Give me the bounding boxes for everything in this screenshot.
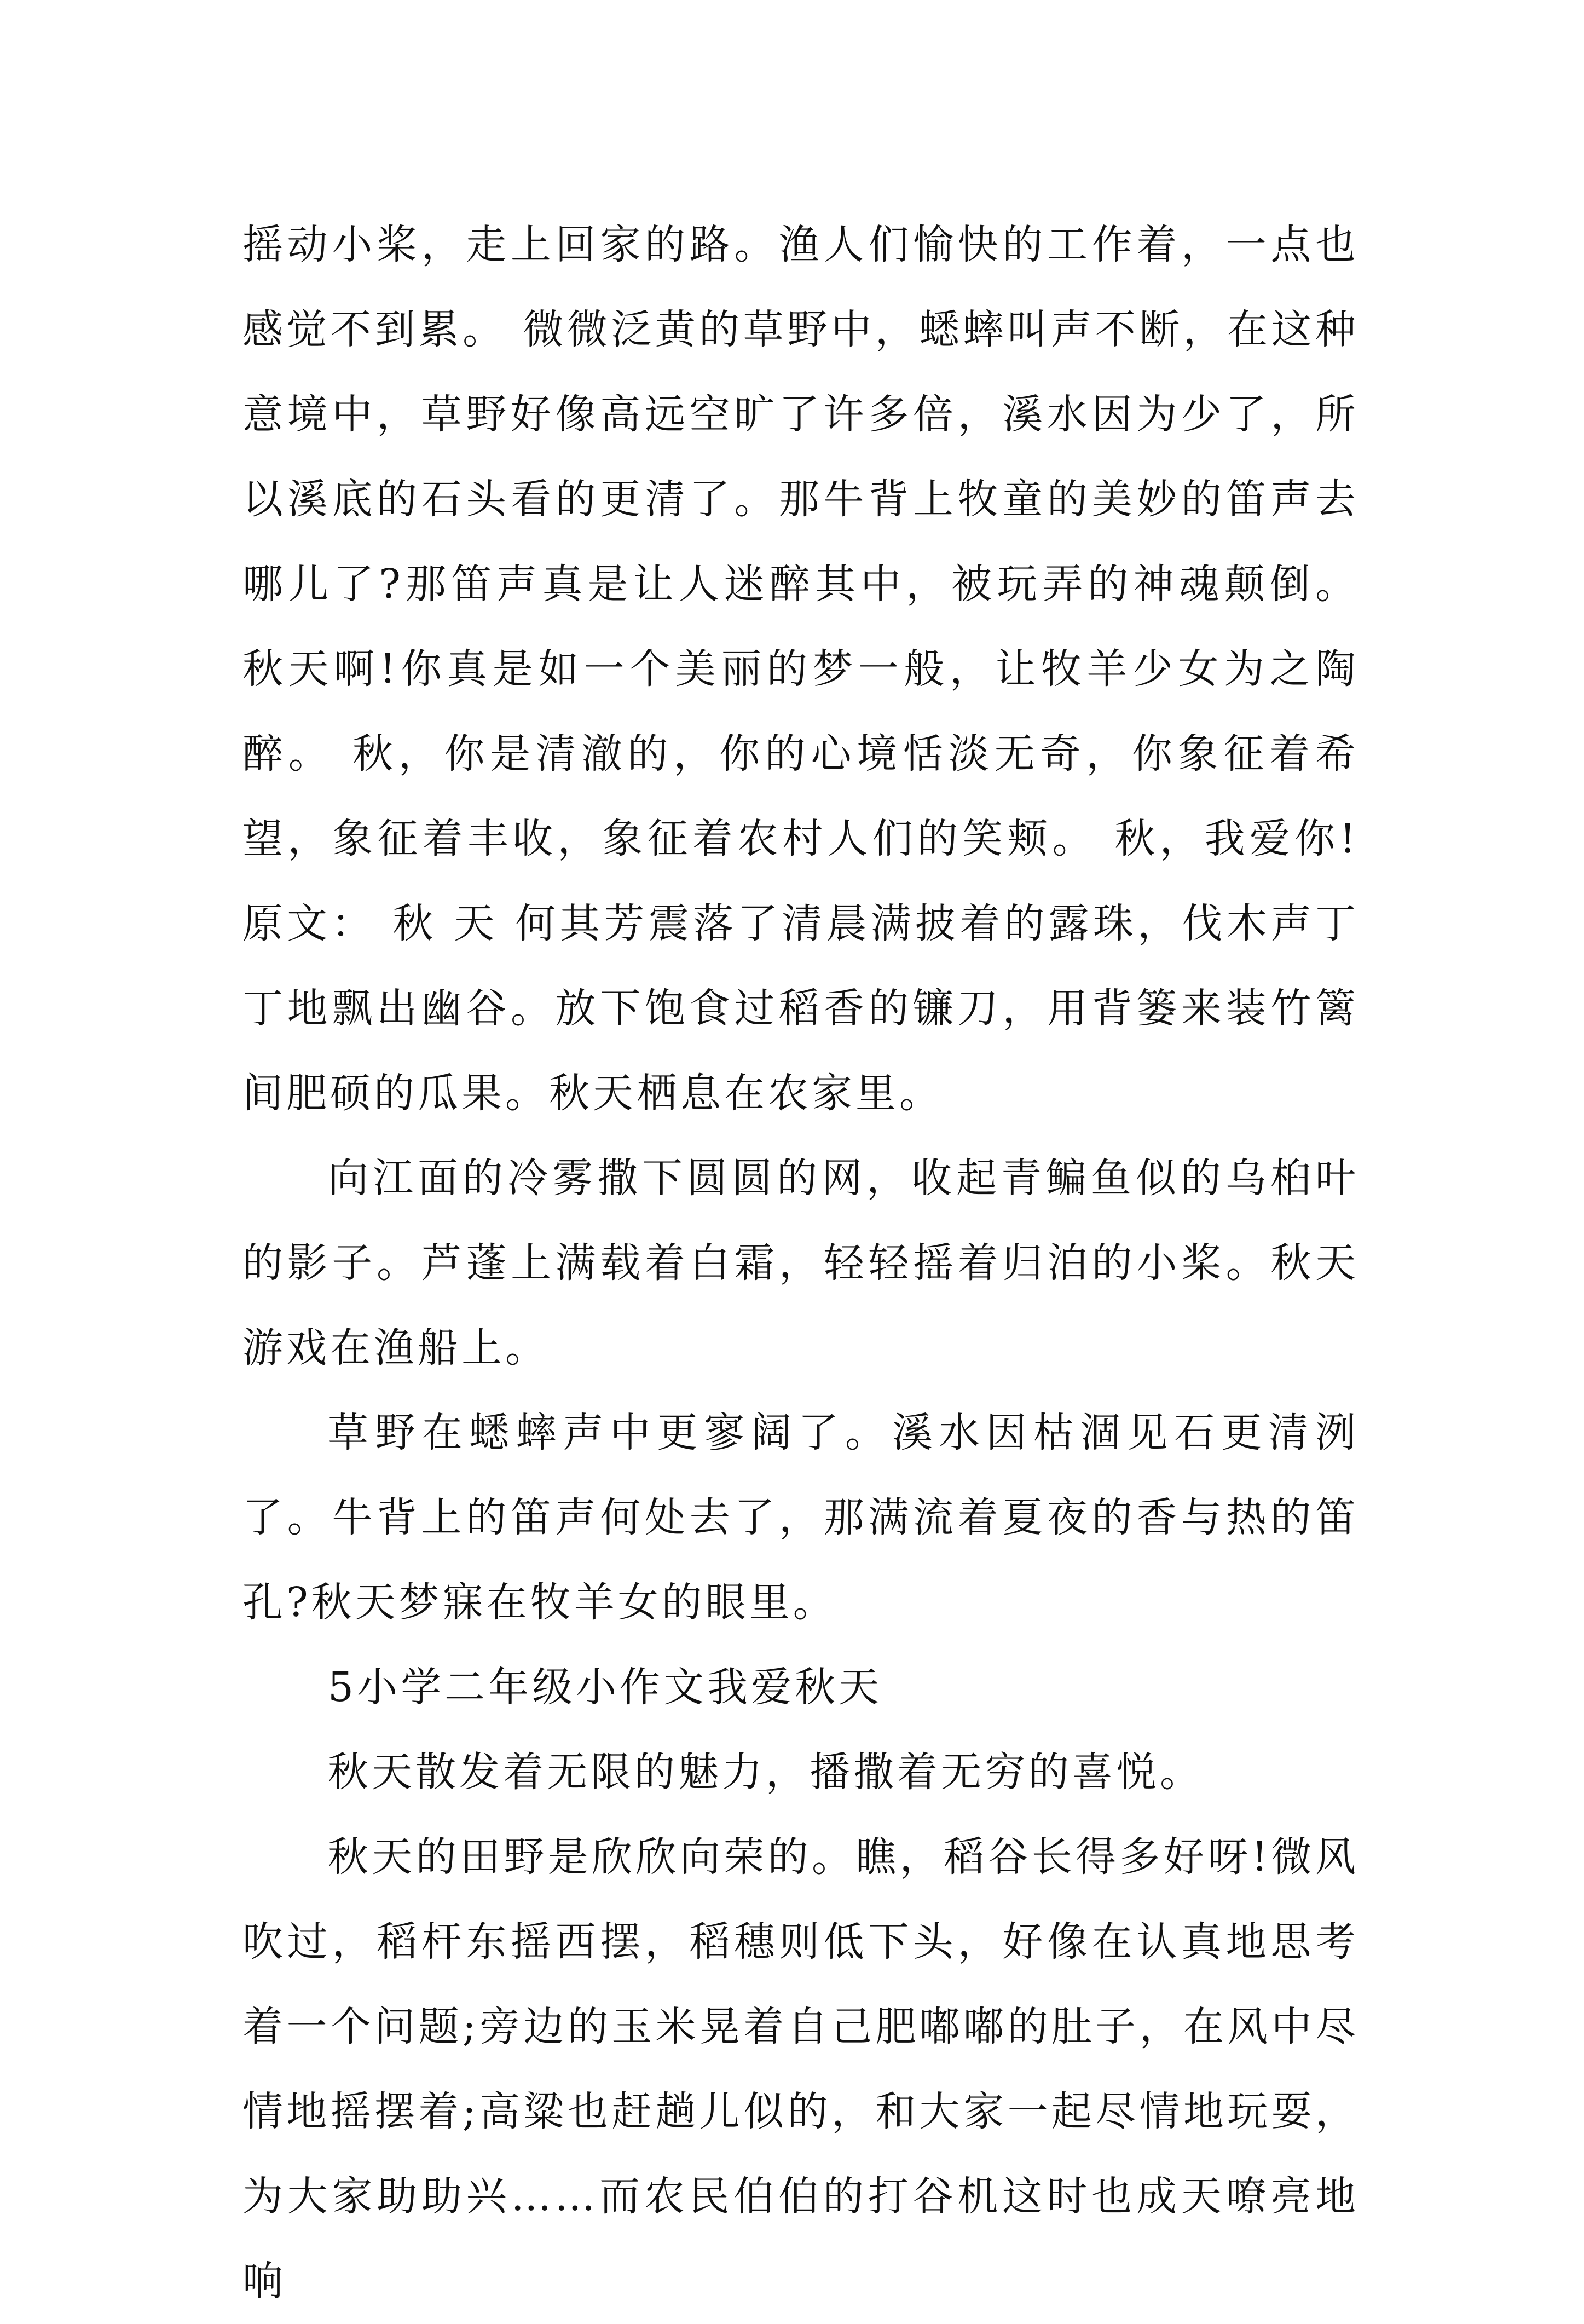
paragraph-4: 秋天散发着无限的魅力，播撒着无穷的喜悦。 xyxy=(328,1749,1204,1796)
paragraph-3: 草野在蟋蟀声中更寥阔了。溪水因枯涸见石更清洌了。牛背上的笛声何处去了，那满流着夏夜的香与热的笛孔?秋天梦寐在牧羊女的眼里。 xyxy=(242,1409,1359,1626)
section-heading: 5小学二年级小作文我爱秋天 xyxy=(328,1664,883,1711)
paragraph-5: 秋天的田野是欣欣向荣的。瞧，稻谷长得多好呀!微风吹过，稻杆东摇西摆，稻穗则低下头，好像在认真地思考着一个问题;旁边的玉米晃着自己肥嘟嘟的肚子，在风中尽情地摇摆着;高粱也赶趟儿似的，和大家一起尽情地玩耍，为大家助助兴……而农民伯伯的打谷机这时也成天嘹亮地响 xyxy=(242,1833,1359,2305)
paragraph-1: 摇动小桨，走上回家的路。渔人们愉快的工作着，一点也感觉不到累。 微微泛黄的草野中，蟋蟀叫声不断，在这种意境中，草野好像高远空旷了许多倍，溪水因为少了，所以溪底的石头看的更清了。那牛背上牧童的美妙的笛声去哪儿了?那笛声真是让人迷醉其中，被玩弄的神魂颠倒。秋天啊!你真是如一个美丽的梦一般，让牧羊少女为之陶醉。 秋，你是清澈的，你的心境恬淡无奇，你象征着希望，象征着丰收，象征着农村人们的笑颊。 秋，我爱你!原文： 秋 天 何其芳震落了清晨满披着的露珠，伐木声丁丁地飘出幽谷。放下饱食过稻香的镰刀，用背篓来装竹篱间肥硕的瓜果。秋天栖息在农家里。 xyxy=(242,221,1359,1117)
paragraph-2: 向江面的冷雾撒下圆圆的网，收起青鳊鱼似的乌桕叶的影子。芦蓬上满载着白霜，轻轻摇着归泊的小桨。秋天游戏在渔船上。 xyxy=(242,1155,1359,1371)
document-body xyxy=(242,203,1359,2324)
